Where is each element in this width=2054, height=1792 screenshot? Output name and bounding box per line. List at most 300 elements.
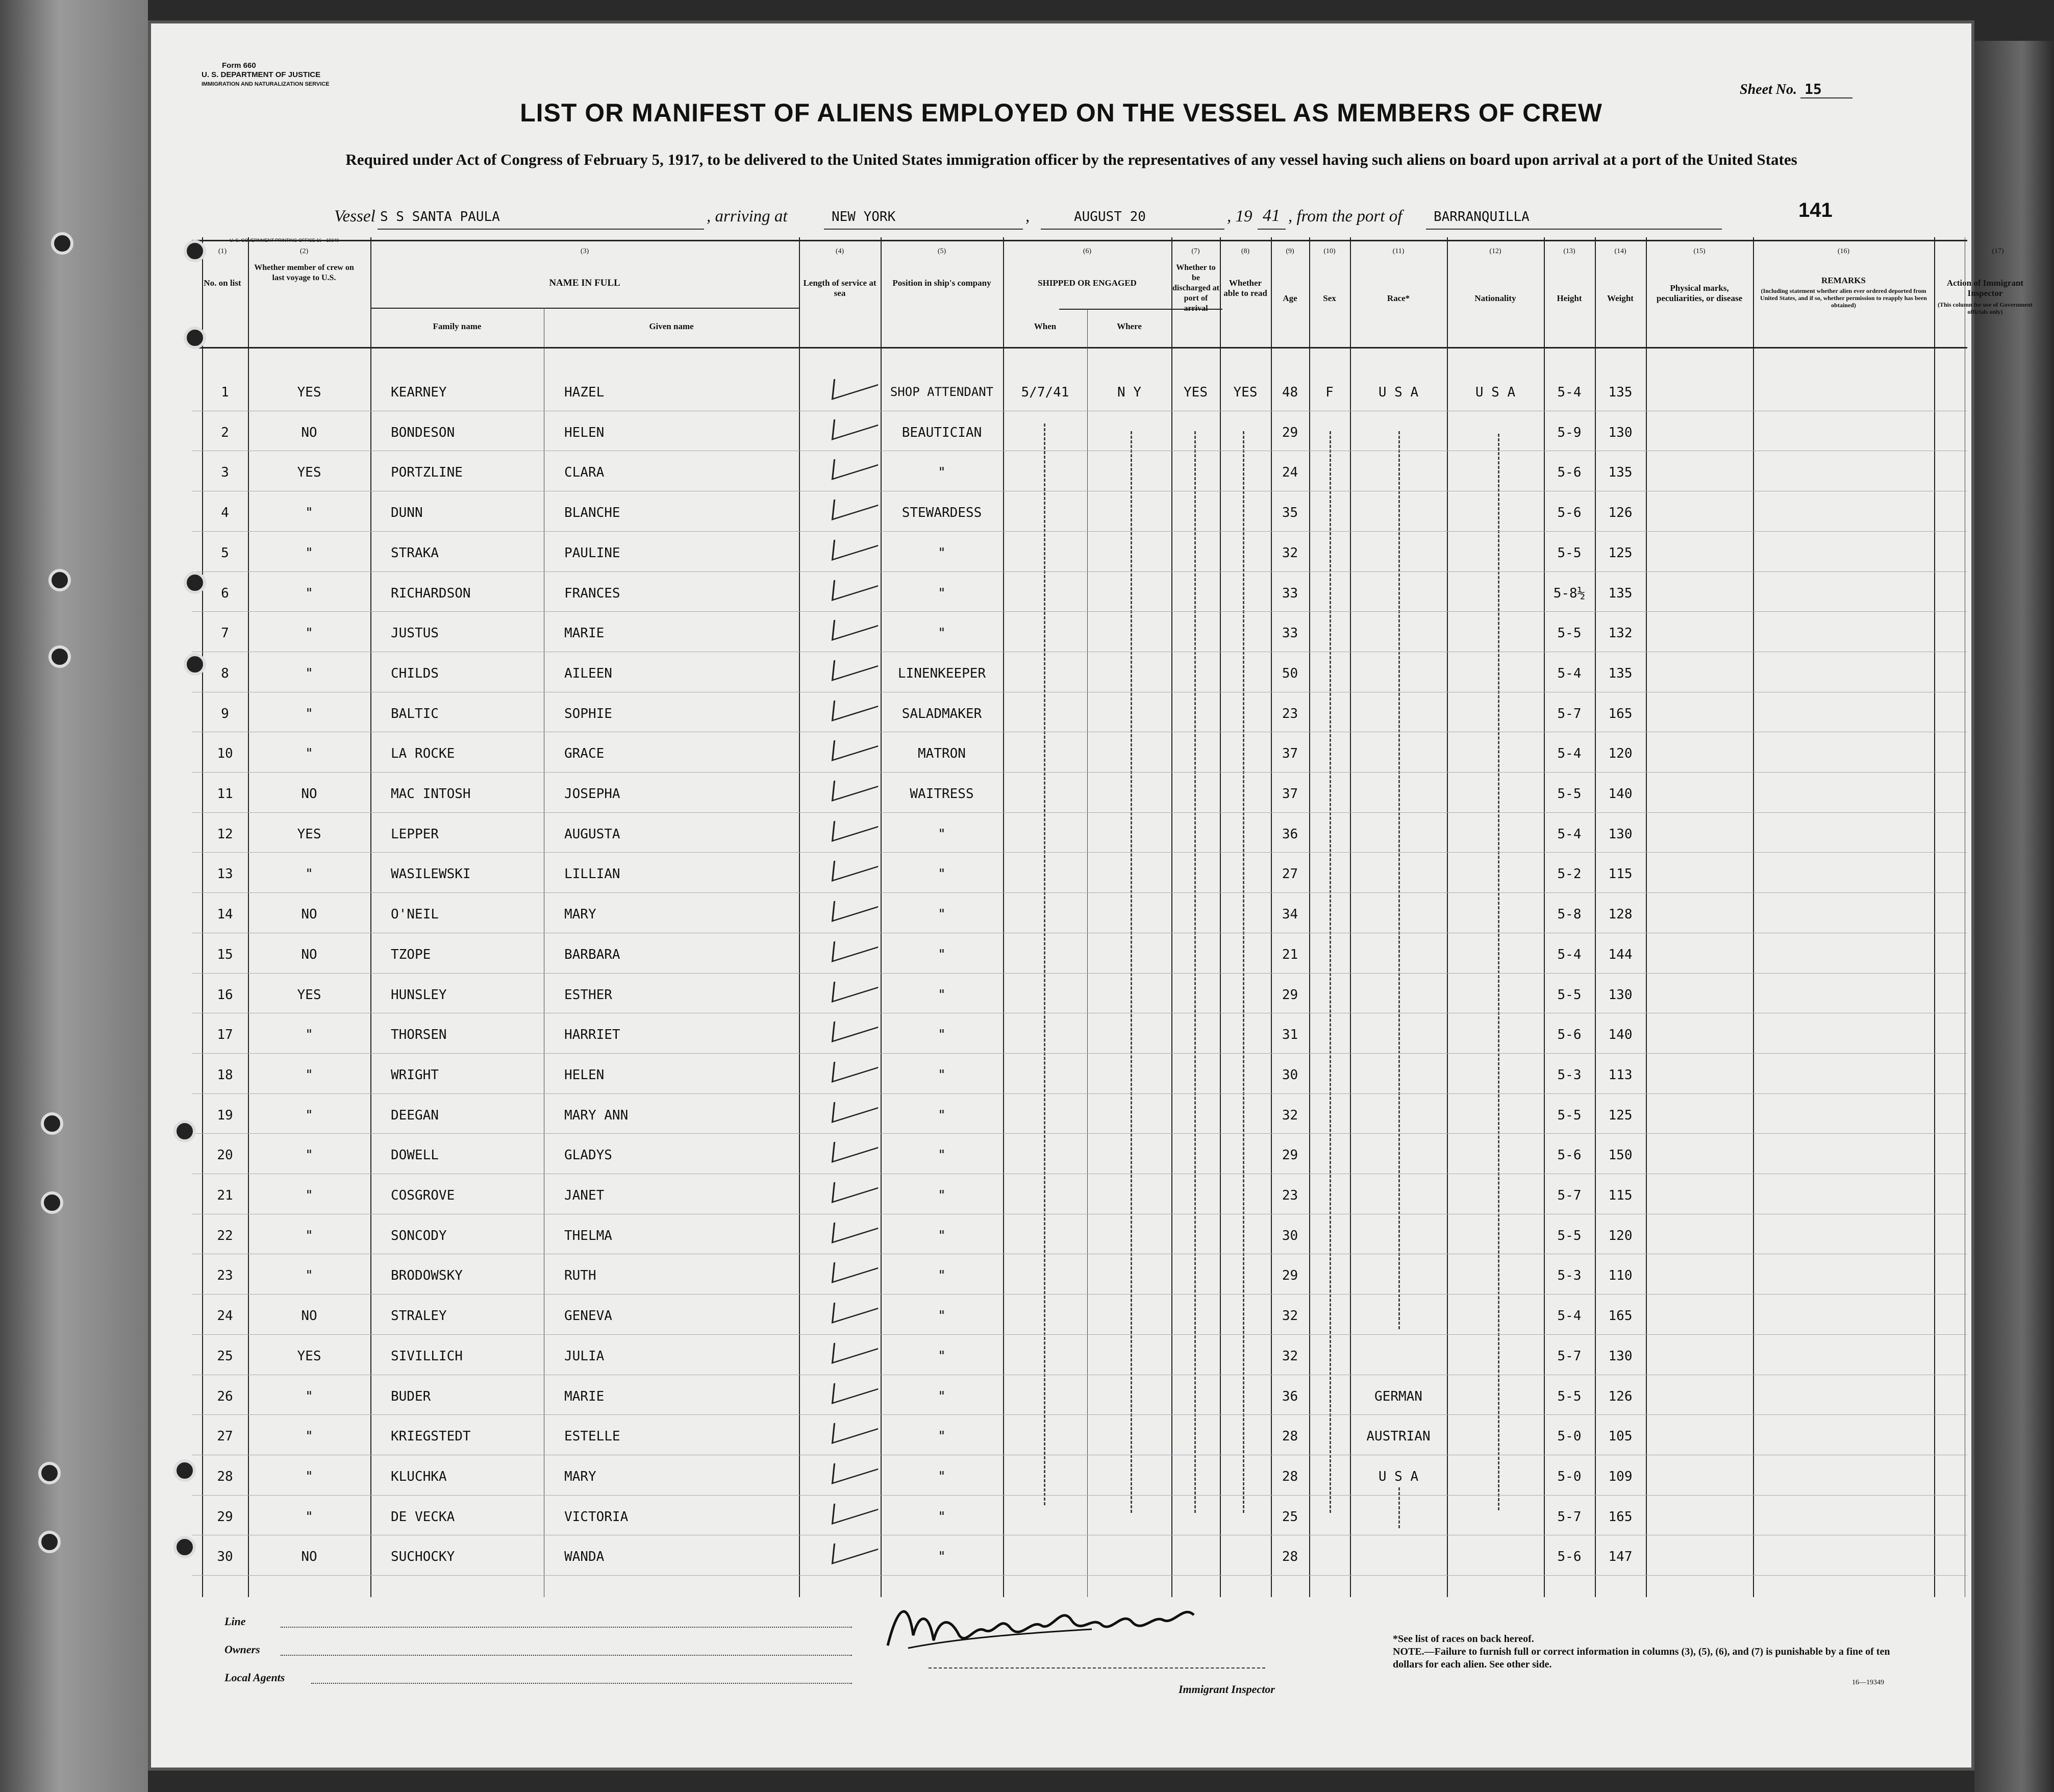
last-voyage: " — [305, 1469, 313, 1484]
age: 32 — [1282, 545, 1298, 561]
height: 5-5 — [1557, 987, 1582, 1003]
table-row — [192, 935, 1967, 970]
owners-label: Owners — [224, 1643, 260, 1656]
race: AUSTRIAN — [1366, 1429, 1431, 1445]
row-number: 27 — [217, 1429, 233, 1445]
col9-number: (9) — [1286, 247, 1294, 255]
year-suffix: 41 — [1263, 206, 1280, 225]
height: 5-6 — [1557, 1027, 1582, 1043]
row-number: 16 — [217, 987, 233, 1003]
age: 28 — [1282, 1549, 1298, 1565]
binder-hole — [173, 1536, 196, 1558]
given-name: MARY — [564, 907, 596, 923]
table-row — [192, 694, 1967, 730]
binder-hole — [173, 1459, 196, 1482]
last-voyage: " — [305, 505, 313, 521]
check-mark-icon — [832, 365, 880, 400]
binder-hole — [38, 1462, 61, 1484]
family-name: JUSTUS — [391, 626, 439, 641]
last-voyage: " — [305, 866, 313, 882]
family-name: BALTIC — [391, 706, 439, 721]
position: " — [938, 987, 946, 1003]
given-name: GRACE — [564, 746, 605, 762]
table-row — [192, 453, 1967, 488]
table-row — [192, 975, 1967, 1011]
family-name: LEPPER — [391, 826, 439, 842]
last-voyage: " — [305, 1067, 313, 1083]
weight: 105 — [1608, 1429, 1633, 1445]
col12-number: (12) — [1489, 247, 1501, 255]
given-name: MARIE — [564, 626, 605, 641]
weight: 115 — [1608, 1188, 1633, 1203]
height: 5-9 — [1557, 425, 1582, 440]
last-voyage: " — [305, 545, 313, 561]
last-voyage: " — [305, 706, 313, 721]
family-name: TZOPE — [391, 947, 431, 962]
height: 5-5 — [1557, 1228, 1582, 1243]
height: 5-7 — [1557, 1509, 1582, 1525]
row-number: 19 — [217, 1107, 233, 1123]
weight: 120 — [1608, 1228, 1633, 1243]
binder-edge — [0, 0, 148, 1792]
weight: 165 — [1608, 1509, 1633, 1525]
family-name: WASILEWSKI — [391, 866, 471, 882]
family-name-header: Family name — [433, 321, 482, 331]
binder-hole — [48, 645, 71, 668]
last-voyage: " — [305, 626, 313, 641]
weight: 150 — [1608, 1148, 1633, 1163]
position: " — [938, 1509, 946, 1525]
family-name: DUNN — [391, 505, 423, 521]
row-number: 28 — [217, 1469, 233, 1484]
table-row — [192, 1216, 1967, 1252]
given-name: BLANCHE — [564, 505, 620, 521]
able-to-read: YES — [1233, 385, 1258, 400]
row-number: 10 — [217, 746, 233, 762]
printing-office: U. S. GOVERNMENT PRINTING OFFICE 16—19349 — [230, 238, 339, 243]
height: 5-5 — [1557, 1107, 1582, 1123]
family-name: THORSEN — [391, 1027, 447, 1043]
row-number: 8 — [221, 665, 229, 681]
service-name: IMMIGRATION AND NATURALIZATION SERVICE — [202, 81, 330, 87]
table-row — [192, 654, 1967, 689]
last-voyage: NO — [301, 1549, 317, 1565]
col5-number: (5) — [937, 247, 946, 255]
row-number: 21 — [217, 1188, 233, 1203]
given-name: ESTHER — [564, 987, 612, 1003]
height: 5-5 — [1557, 786, 1582, 802]
binder-hole — [51, 232, 73, 255]
last-voyage: YES — [297, 465, 321, 481]
form-agency-header — [202, 61, 330, 89]
notes — [1393, 1633, 1903, 1671]
row-number: 14 — [217, 907, 233, 923]
weight: 120 — [1608, 746, 1633, 762]
department-name: U. S. DEPARTMENT OF JUSTICE — [202, 70, 321, 79]
last-voyage: " — [305, 1107, 313, 1123]
col7-header: Whether to be discharged at port of arrival — [1172, 263, 1219, 313]
position: MATRON — [918, 746, 966, 762]
height: 5-4 — [1557, 947, 1582, 962]
row-number: 9 — [221, 706, 229, 721]
age: 23 — [1282, 706, 1298, 721]
family-name: DOWELL — [391, 1148, 439, 1163]
last-voyage: " — [305, 665, 313, 681]
col8-header: Whether able to read — [1223, 278, 1267, 298]
family-name: BONDESON — [391, 425, 455, 440]
height: 5-0 — [1557, 1429, 1582, 1445]
col12-header: Nationality — [1474, 293, 1516, 303]
given-name: FRANCES — [564, 585, 620, 601]
family-name: STRALEY — [391, 1308, 447, 1324]
binder-hole — [184, 240, 206, 262]
arrival-date: AUGUST 20 — [1074, 209, 1146, 225]
table-row — [192, 1096, 1967, 1131]
weight: 130 — [1608, 826, 1633, 842]
manifest-title: LIST OR MANIFEST OF ALIENS EMPLOYED ON THE VESSEL AS MEMBERS OF CREW — [520, 98, 1602, 127]
height: 5-8½ — [1553, 585, 1586, 601]
row-number: 29 — [217, 1509, 233, 1525]
col10-number: (10) — [1323, 247, 1336, 255]
position: " — [938, 1148, 946, 1163]
table-row — [192, 1015, 1967, 1051]
sheet-number-value: 15 — [1800, 81, 1852, 98]
table-row — [192, 493, 1967, 529]
last-voyage: " — [305, 1429, 313, 1445]
height: 5-7 — [1557, 1188, 1582, 1203]
sheet-number-label: Sheet No. — [1740, 82, 1797, 97]
position: " — [938, 1388, 946, 1404]
height: 5-4 — [1557, 1308, 1582, 1324]
position: " — [938, 1027, 946, 1043]
height: 5-4 — [1557, 826, 1582, 842]
weight: 135 — [1608, 585, 1633, 601]
given-name: HAZEL — [564, 385, 605, 400]
position: " — [938, 947, 946, 962]
age: 25 — [1282, 1509, 1298, 1525]
position: " — [938, 1308, 946, 1324]
shipped-where: N Y — [1117, 385, 1141, 400]
row-number: 11 — [217, 786, 233, 802]
age: 28 — [1282, 1429, 1298, 1445]
last-voyage: " — [305, 1148, 313, 1163]
family-name: SUCHOCKY — [391, 1549, 455, 1565]
height: 5-4 — [1557, 385, 1582, 400]
family-name: HUNSLEY — [391, 987, 447, 1003]
row-number: 5 — [221, 545, 229, 561]
position: " — [938, 465, 946, 481]
height: 5-7 — [1557, 706, 1582, 721]
last-voyage: " — [305, 1388, 313, 1404]
given-name: WANDA — [564, 1549, 605, 1565]
col14-header: Weight — [1607, 293, 1634, 303]
age: 33 — [1282, 626, 1298, 641]
age: 29 — [1282, 1148, 1298, 1163]
position: " — [938, 1188, 946, 1203]
col11-header: Race* — [1387, 293, 1410, 303]
height: 5-6 — [1557, 1549, 1582, 1565]
nationality: U S A — [1475, 385, 1516, 400]
weight: 128 — [1608, 907, 1633, 923]
height: 5-4 — [1557, 665, 1582, 681]
col9-header: Age — [1283, 293, 1297, 303]
last-voyage: " — [305, 1188, 313, 1203]
given-name: HARRIET — [564, 1027, 620, 1043]
given-name-header: Given name — [649, 321, 694, 331]
given-name: LILLIAN — [564, 866, 620, 882]
col13-number: (13) — [1563, 247, 1575, 255]
weight: 165 — [1608, 1308, 1633, 1324]
last-voyage: " — [305, 746, 313, 762]
row-number: 12 — [217, 826, 233, 842]
table-row — [192, 774, 1967, 810]
given-name: THELMA — [564, 1228, 612, 1243]
binder-hole — [38, 1531, 61, 1553]
age: 37 — [1282, 786, 1298, 802]
binder-hole — [48, 569, 71, 591]
family-name: LA ROCKE — [391, 746, 455, 762]
col15-number: (15) — [1693, 247, 1706, 255]
age: 32 — [1282, 1348, 1298, 1364]
position: " — [938, 1469, 946, 1484]
given-name: JANET — [564, 1188, 605, 1203]
table-row — [192, 1135, 1967, 1171]
weight: 130 — [1608, 1348, 1633, 1364]
given-name: AUGUSTA — [564, 826, 620, 842]
last-voyage: " — [305, 1027, 313, 1043]
form-number: Form 660 — [222, 61, 256, 70]
age: 24 — [1282, 465, 1298, 481]
age: 36 — [1282, 826, 1298, 842]
height: 5-4 — [1557, 746, 1582, 762]
family-name: KLUCHKA — [391, 1469, 447, 1484]
family-name: COSGROVE — [391, 1188, 455, 1203]
shipped-when: 5/7/41 — [1021, 385, 1069, 400]
age: 29 — [1282, 1268, 1298, 1284]
weight: 140 — [1608, 786, 1633, 802]
position: SHOP ATTENDANT — [890, 385, 994, 399]
sex: F — [1325, 385, 1334, 400]
col1-number: (1) — [218, 247, 227, 255]
position: " — [938, 1228, 946, 1243]
given-name: RUTH — [564, 1268, 596, 1284]
table-row — [192, 854, 1967, 890]
table-row — [192, 1416, 1967, 1452]
row-number: 2 — [221, 425, 229, 440]
family-name: SONCODY — [391, 1228, 447, 1243]
weight: 110 — [1608, 1268, 1633, 1284]
age: 32 — [1282, 1308, 1298, 1324]
voyage-line: Vessel S S SANTA PAULA , arriving at NEW YORK , AUGUST 20 , 19 41 , from the port of BARRANQUILLA — [334, 207, 1865, 233]
given-name: SOPHIE — [564, 706, 612, 721]
row-number: 17 — [217, 1027, 233, 1043]
given-name: ESTELLE — [564, 1429, 620, 1445]
col5-header: Position in ship's company — [892, 278, 991, 288]
last-voyage: NO — [301, 907, 317, 923]
age: 50 — [1282, 665, 1298, 681]
race: U S A — [1378, 1469, 1419, 1484]
table-row — [192, 1296, 1967, 1332]
weight: 113 — [1608, 1067, 1633, 1083]
given-name: VICTORIA — [564, 1509, 629, 1525]
weight: 130 — [1608, 987, 1633, 1003]
arriving-label: , arriving at — [707, 207, 788, 226]
inspector-signature — [878, 1584, 1209, 1661]
position: " — [938, 626, 946, 641]
age: 29 — [1282, 425, 1298, 440]
row-number: 23 — [217, 1268, 233, 1284]
weight: 125 — [1608, 1107, 1633, 1123]
age: 29 — [1282, 987, 1298, 1003]
weight: 109 — [1608, 1469, 1633, 1484]
height: 5-3 — [1557, 1268, 1582, 1284]
age: 30 — [1282, 1067, 1298, 1083]
col4-header: Length of service at sea — [803, 278, 876, 298]
weight: 130 — [1608, 425, 1633, 440]
last-voyage: YES — [297, 385, 321, 400]
race: GERMAN — [1374, 1388, 1422, 1404]
form-code: 16—19349 — [1852, 1679, 1884, 1686]
weight: 140 — [1608, 1027, 1633, 1043]
year-prefix: , 19 — [1227, 207, 1253, 226]
given-name: JULIA — [564, 1348, 605, 1364]
table-row — [192, 533, 1967, 569]
position: " — [938, 585, 946, 601]
table-row — [192, 1336, 1967, 1372]
given-name: JOSEPHA — [564, 786, 620, 802]
vessel-label: Vessel — [334, 207, 375, 226]
binder-hole — [184, 571, 206, 594]
last-voyage: YES — [297, 987, 321, 1003]
manifest-subtitle: Required under Act of Congress of February 5, 1917, to be delivered to the United States immigration officer by the representatives of any vessel having such aliens on board upon arrival at a port of the United States — [345, 151, 1797, 168]
given-name: PAULINE — [564, 545, 620, 561]
row-number: 15 — [217, 947, 233, 962]
row-number: 7 — [221, 626, 229, 641]
inspector-label: Immigrant Inspector — [1179, 1683, 1275, 1696]
table-row — [192, 413, 1967, 449]
position: " — [938, 1549, 946, 1565]
given-name: MARY — [564, 1469, 596, 1484]
position: " — [938, 866, 946, 882]
family-name: DEEGAN — [391, 1107, 439, 1123]
page-number: 141 — [1798, 199, 1833, 221]
weight: 165 — [1608, 706, 1633, 721]
position: " — [938, 1429, 946, 1445]
height: 5-7 — [1557, 1348, 1582, 1364]
col3-number: (3) — [580, 247, 589, 255]
weight: 144 — [1608, 947, 1633, 962]
col15-header: Physical marks, peculiarities, or disease — [1656, 283, 1743, 303]
col17-number: (17) — [1992, 247, 2004, 255]
table-row — [192, 1537, 1967, 1573]
age: 35 — [1282, 505, 1298, 521]
family-name: RICHARDSON — [391, 585, 471, 601]
table-row — [192, 734, 1967, 769]
position: " — [938, 1107, 946, 1123]
position: SALADMAKER — [901, 706, 982, 721]
binder-hole — [184, 327, 206, 349]
col1-header: No. on list — [204, 278, 241, 288]
position: STEWARDESS — [901, 505, 982, 521]
given-name: AILEEN — [564, 665, 612, 681]
table-row — [192, 613, 1967, 649]
vessel-name: S S SANTA PAULA — [380, 209, 500, 225]
sheet-number — [1740, 81, 1852, 98]
from-label: , from the port of — [1288, 207, 1402, 226]
row-number: 4 — [221, 505, 229, 521]
col7-number: (7) — [1191, 247, 1200, 255]
when-header: When — [1034, 321, 1057, 331]
binder-hole — [41, 1112, 63, 1135]
age: 36 — [1282, 1388, 1298, 1404]
race: U S A — [1378, 385, 1419, 400]
manifest-sheet — [148, 20, 2033, 1771]
line-label: Line — [224, 1615, 246, 1628]
table-row — [192, 574, 1967, 609]
col14-number: (14) — [1614, 247, 1626, 255]
position: " — [938, 545, 946, 561]
last-voyage: YES — [297, 826, 321, 842]
family-name: DE VECKA — [391, 1509, 455, 1525]
given-name: BARBARA — [564, 947, 620, 962]
weight: 132 — [1608, 626, 1633, 641]
last-voyage: YES — [297, 1348, 321, 1364]
table-row — [192, 1497, 1967, 1533]
col2-header: Whether member of crew on last voyage to U.S. — [254, 263, 354, 282]
age: 34 — [1282, 907, 1298, 923]
family-name: CHILDS — [391, 665, 439, 681]
height: 5-8 — [1557, 907, 1582, 923]
position: " — [938, 1348, 946, 1364]
binder-hole — [41, 1191, 63, 1214]
row-number: 6 — [221, 585, 229, 601]
weight: 135 — [1608, 385, 1633, 400]
age: 28 — [1282, 1469, 1298, 1484]
height: 5-5 — [1557, 626, 1582, 641]
position: " — [938, 1268, 946, 1284]
given-name: MARY ANN — [564, 1107, 629, 1123]
col16-subheader: (Including statement whether alien ever ordered deported from United States, and if so, whether permission to reapply has been obtained) — [1760, 287, 1927, 309]
col16-number: (16) — [1837, 247, 1850, 255]
height: 5-6 — [1557, 1148, 1582, 1163]
manifest-table — [192, 237, 2033, 1597]
row-number: 13 — [217, 866, 233, 882]
row-number: 26 — [217, 1388, 233, 1404]
table-row — [192, 372, 1967, 408]
position: WAITRESS — [910, 786, 974, 802]
weight: 147 — [1608, 1549, 1633, 1565]
last-voyage: NO — [301, 786, 317, 802]
given-name: MARIE — [564, 1388, 605, 1404]
last-voyage: " — [305, 1509, 313, 1525]
last-voyage: NO — [301, 947, 317, 962]
col4-number: (4) — [835, 247, 844, 255]
height: 5-5 — [1557, 545, 1582, 561]
where-header: Where — [1117, 321, 1142, 331]
position: LINENKEEPER — [897, 665, 986, 681]
races-note: *See list of races on back hereof. — [1393, 1633, 1534, 1645]
weight: 135 — [1608, 665, 1633, 681]
height: 5-0 — [1557, 1469, 1582, 1484]
col16-header: REMARKS — [1821, 276, 1866, 285]
row-number: 24 — [217, 1308, 233, 1324]
table-row — [192, 1055, 1967, 1091]
height: 5-6 — [1557, 465, 1582, 481]
weight: 135 — [1608, 465, 1633, 481]
family-name: BUDER — [391, 1388, 431, 1404]
row-number: 20 — [217, 1148, 233, 1163]
position: " — [938, 826, 946, 842]
